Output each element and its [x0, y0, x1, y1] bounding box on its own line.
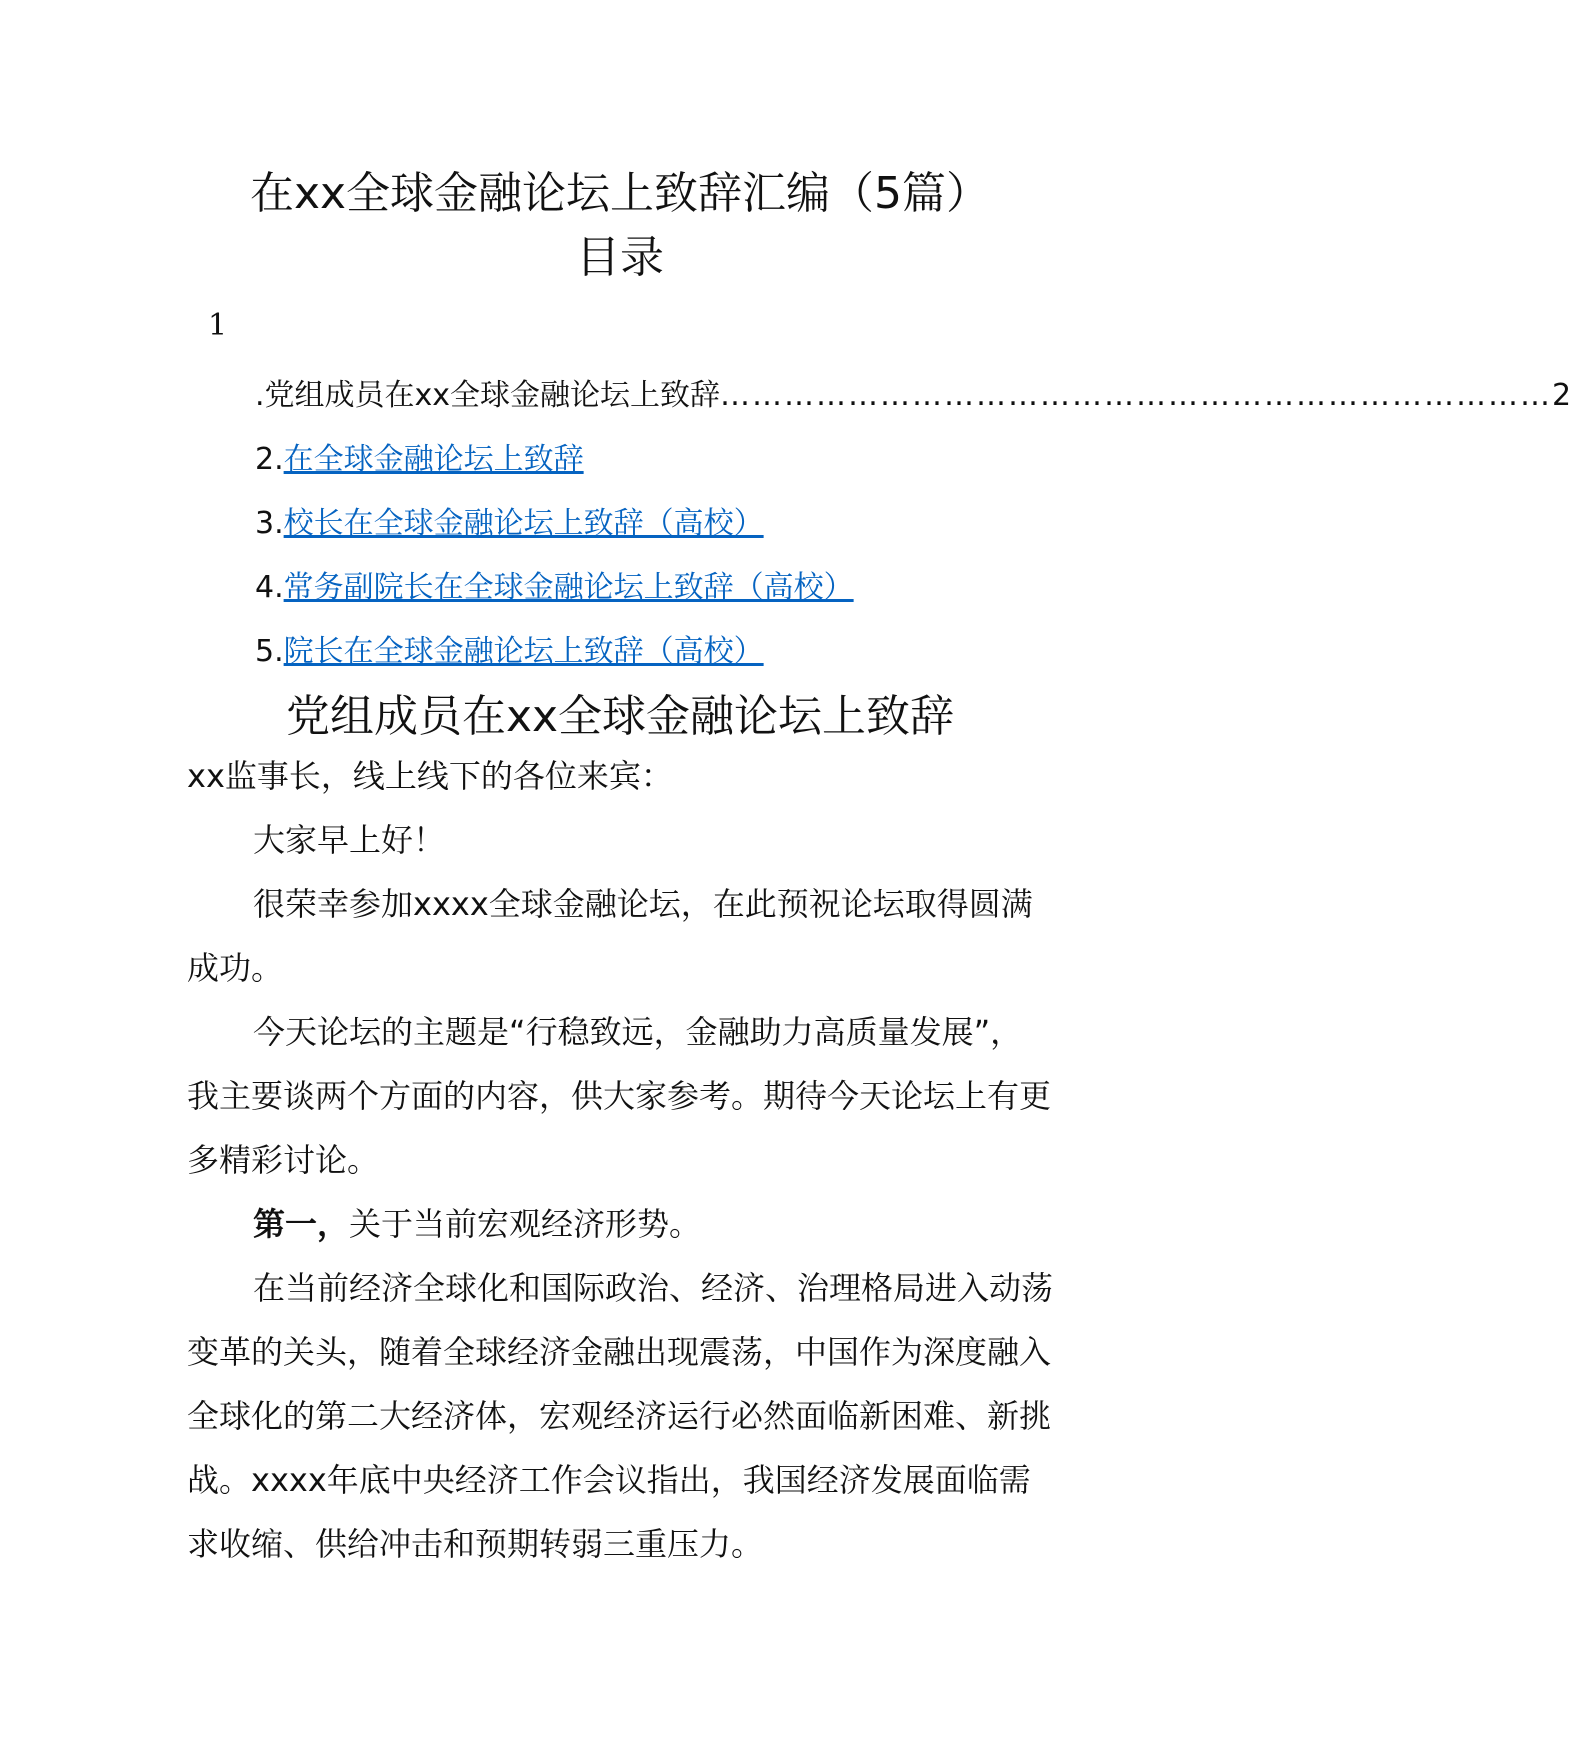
toc-item-3-link[interactable]: 校长在全球金融论坛上致辞（高校）	[283, 506, 764, 541]
toc-item-1[interactable]	[255, 374, 1571, 418]
paragraph-3: 在当前经济全球化和国际政治、经济、治理格局进入动荡变革的关头，随着全球经济金融出现震荡，中国作为深度融入全球化的第二大经济体，宏观经济运行必然面临新困难、新挑战。xxxx年底中央经济工作会议指出，我国经济发展面临需求收缩、供给冲击和预期转弱三重压力。	[187, 1269, 1054, 1563]
toc-item-4-num: 4.	[255, 570, 284, 605]
toc-item-5-num: 5.	[255, 634, 284, 669]
document-title: 在xx全球金融论坛上致辞汇编（5篇）	[249, 168, 991, 219]
point-1-text: 关于当前宏观经济形势。	[349, 1205, 702, 1243]
toc-item-2-num: 2.	[255, 442, 284, 477]
paragraph-2: 今天论坛的主题是“行稳致远，金融助力高质量发展”，我主要谈两个方面的内容，供大家参考。期待今天论坛上有更多精彩讨论。	[187, 1013, 1052, 1179]
greeting: 大家早上好！	[253, 821, 446, 859]
toc-leader-dots: ……………………………………………………………………	[720, 378, 1553, 413]
toc-item-1-label: .党组成员在xx全球金融论坛上致辞	[255, 378, 721, 413]
toc-item-4	[255, 566, 854, 610]
salutation: xx监事长，线上线下的各位来宾：	[187, 757, 673, 795]
paragraph-1: 很荣幸参加xxxx全球金融论坛，在此预祝论坛取得圆满成功。	[187, 885, 1033, 987]
toc-item-4-link[interactable]: 常务副院长在全球金融论坛上致辞（高校）	[283, 570, 854, 605]
toc-item-2-link[interactable]: 在全球金融论坛上致辞	[283, 442, 584, 477]
toc-item-3	[255, 502, 764, 546]
point-1	[187, 1192, 1053, 1256]
toc-item-5-link[interactable]: 院长在全球金融论坛上致辞（高校）	[283, 634, 764, 669]
point-1-label: 第一，	[253, 1205, 350, 1243]
toc-item-3-num: 3.	[255, 506, 284, 541]
toc-marker: 1	[208, 308, 228, 343]
section-title: 党组成员在xx全球金融论坛上致辞	[285, 691, 955, 742]
toc-item-1-page: 2	[1552, 378, 1571, 413]
toc-heading: 目录	[576, 232, 664, 283]
toc-item-2	[255, 438, 584, 482]
toc-item-5	[255, 630, 764, 674]
